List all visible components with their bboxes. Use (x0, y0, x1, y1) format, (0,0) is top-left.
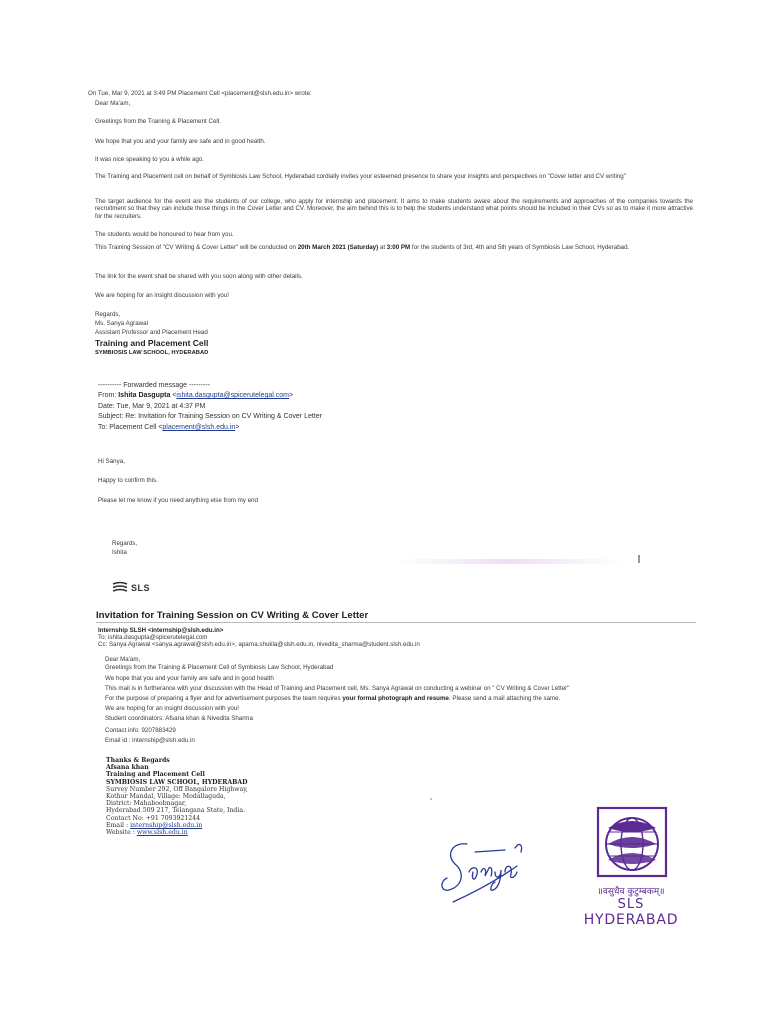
from-label: From: (98, 392, 119, 399)
hi-line: Hi Sanya, (98, 458, 125, 465)
email-contact-info: Contact info: 9207883429 (105, 727, 176, 734)
signatory-title: Assistant Professor and Placement Head (95, 329, 208, 336)
stamp-motto: ॥वसुधैव कुटुम्बकम्॥ (597, 887, 665, 897)
forwarded-to: To: Placement Cell <placement@slsh.edu.in> (98, 424, 240, 431)
sig-website-row (106, 829, 248, 836)
sig-website-link[interactable]: www.slsh.edu.in (136, 829, 188, 837)
fwd-regards-line: Regards, (112, 540, 138, 547)
session-text-pre: This Training Session of "CV Writing & Cover Letter" will be conducted on (95, 244, 298, 251)
regards-line: Regards, (95, 311, 121, 318)
sls-logo (112, 581, 150, 594)
email-signature-block (106, 757, 248, 836)
forwarded-date: Date: Tue, Mar 9, 2021 at 4:37 PM (98, 403, 206, 410)
stamp-city: HYDERABAD (583, 912, 679, 928)
let-know-line: Please let me know if you need anything else from my end (98, 497, 258, 504)
email-cc: Cc: Sanya Agrawal <sanya.agrawal@slsh.edu.in>, aparna.shukla@slsh.edu.in, nivedita_sharma@student.slsh.edu.in (98, 641, 420, 648)
email-greeting: Greetings from the Training & Placement Cell of Symbiosis Law School, Hyderabad (105, 664, 334, 671)
sig-address-3: District: Mahaboobnagar, (106, 800, 187, 808)
fwd-name-line: Ishita (112, 549, 127, 556)
forwarded-subject: Subject: Re: Invitation for Training Session on CV Writing & Cover Letter (98, 413, 322, 420)
sig-school: SYMBIOSIS LAW SCHOOL, HYDERABAD (106, 778, 248, 786)
signatory-school: SYMBIOSIS LAW SCHOOL, HYDERABAD (95, 350, 209, 356)
session-text-post: for the students of 3rd, 4th and 5th years of Symbiosis Law School, Hyderabad. (410, 244, 630, 251)
signatory-cell: Training and Placement Cell (95, 338, 209, 348)
email-sender: Internship SLSH <internship@slsh.edu.in> (98, 627, 224, 634)
flyer-text-pre: For the purpose of preparing a flyer and for advertisement purposes the team requires (105, 695, 343, 702)
flyer-text-post: . Please send a mail attaching the same. (448, 695, 561, 702)
forwarded-from: From: Ishita Dasgupta <ishita.dasgupta@spicerutelegal.com> (98, 392, 294, 399)
forwarded-divider: ---------- Forwarded message --------- (98, 382, 210, 389)
email-furtherance: This mail is in furtherance with your discussion with the Head of Training and Placement cell, Ms. Sanya Agrawal on conducting a webinar on " CV Writing & Cover Letter" (105, 685, 570, 692)
stamp-text-block (566, 884, 696, 928)
to-email-link[interactable]: placement@slsh.edu.in (162, 424, 236, 431)
email-header-line: On Tue, Mar 9, 2021 at 3:49 PM Placement Cell <placement@slsh.edu.in> wrote: (88, 90, 312, 97)
email-subject-title: Invitation for Training Session on CV Writing & Cover Letter (96, 610, 369, 621)
session-date: 20th March 2021 (Saturday) (297, 244, 379, 251)
to-label: To: Placement Cell < (98, 424, 163, 431)
greeting-line: Greetings from the Training & Placement Cell. (95, 118, 221, 125)
audience-paragraph: The target audience for the event are the students of our college, who apply for internship and placement. It aims to make students aware about the requirements and approaches of the companies towards the recruitment so that they can include those things in the Cover Letter and CV. Moreover, the aim behind this is to help the students understand what points should be included in their CVs so as to make it more attractive for the recruiters. (95, 198, 693, 220)
sig-address-4: Hyderabad 509 217, Telangana State, India. (106, 807, 246, 815)
email-salutation: Dear Ma'am, (105, 656, 141, 663)
sls-logo-text: SLS (131, 582, 151, 593)
sig-address-2: Kothur Mandal, Village: Modallaguda, (106, 793, 226, 801)
email-id-line: Email id : internship@slsh.edu.in (105, 737, 195, 744)
sig-name: Afsana khan (106, 764, 149, 772)
email-flyer-request (105, 695, 695, 702)
email-hoping: We are hoping for an insight discussion with you! (105, 705, 240, 712)
wish-line: We hope that you and your family are safe and in good health. (95, 138, 266, 145)
flyer-text-bold: your formal photograph and resume (342, 695, 449, 702)
session-paragraph (95, 244, 693, 251)
title-divider (96, 622, 696, 623)
sls-stamp-emblem (596, 806, 668, 878)
sig-address-1: Survey Number 292, Off Bangalore Highway, (106, 785, 248, 793)
sig-email-row (106, 822, 248, 829)
link-note-line: The link for the event shall be shared with you soon along with other details. (95, 273, 303, 280)
nice-speaking-line: It was nice speaking to you a while ago. (95, 156, 205, 163)
session-text-mid: at (378, 244, 387, 251)
handwritten-signature (435, 832, 535, 907)
sig-thanks: Thanks & Regards (106, 757, 170, 764)
invitation-paragraph: The Training and Placement cell on behalf of Symbiosis Law School, Hyderabad cordially invites your esteemed presence to share your insights and perspectives on "Cover letter and CV writing" (95, 173, 626, 180)
signatory-name: Ms. Sanya Agrawal (95, 320, 148, 327)
email-coordinators: Student coordinators: Afsana khan & Nivedita Sharma (105, 715, 253, 722)
from-name: Ishita Dasgupta (118, 392, 171, 399)
scan-mark (638, 555, 640, 563)
email-to: To: ishita.dasgupta@spicerutelegal.com (98, 634, 208, 641)
from-email-link[interactable]: ishita.dasgupta@spicerutelegal.com (176, 392, 289, 399)
honoured-line: The students would be honoured to hear from you. (95, 231, 234, 238)
stamp-name: SLS (617, 897, 645, 912)
scan-smudge (395, 559, 625, 564)
hoping-line: We are hoping for an insight discussion with you! (95, 292, 230, 299)
sls-globe-icon (112, 581, 128, 594)
email-wish: We hope that you and your family are safe and in good health (105, 675, 274, 682)
confirm-line: Happy to confirm this. (98, 477, 158, 484)
salutation: Dear Ma'am, (95, 100, 131, 107)
sig-website-label: Website : (106, 829, 137, 837)
scan-dot (430, 798, 432, 800)
sig-cell: Training and Placement Cell (106, 771, 205, 779)
session-time: 3:00 PM (386, 244, 411, 251)
sig-email-link[interactable]: internship@slsh.edu.in (130, 821, 203, 829)
sig-email-label: Email : (106, 821, 131, 829)
sig-contact-no: Contact No: +91 7093921244 (106, 814, 201, 822)
